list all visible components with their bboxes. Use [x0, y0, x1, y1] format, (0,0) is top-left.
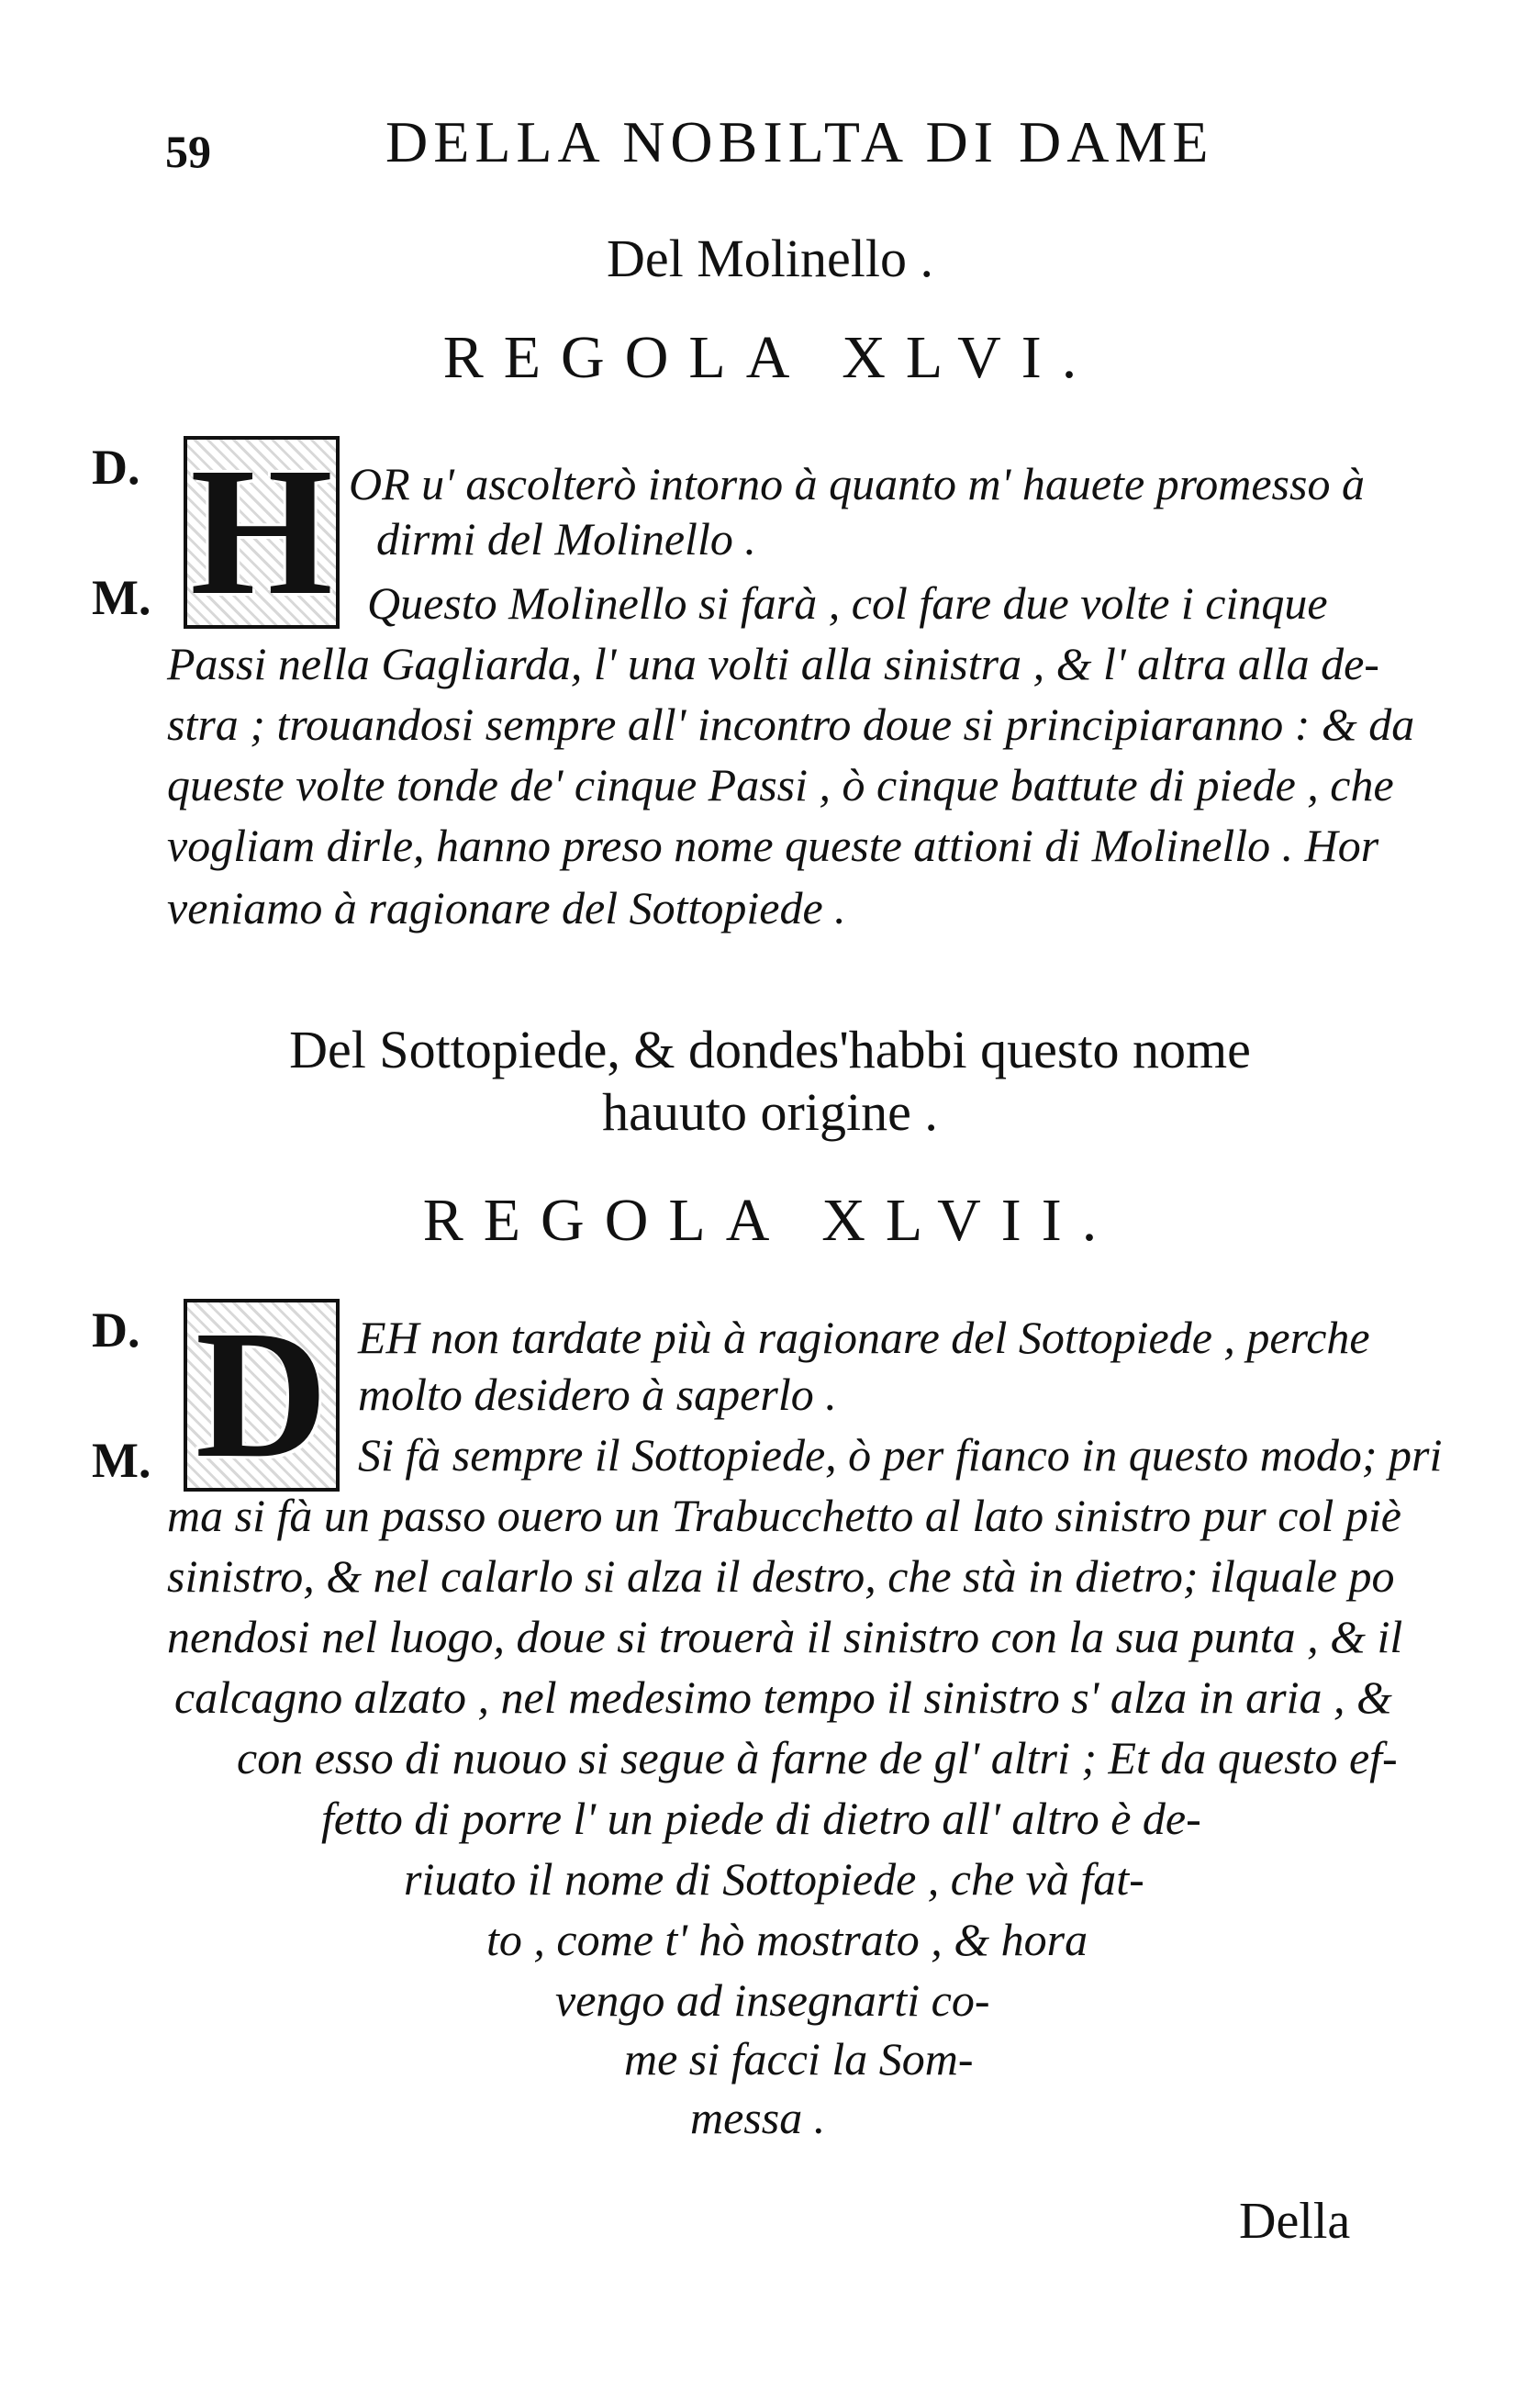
- text-line: vogliam dirle, hanno preso nome queste attioni di Molinello . Hor: [167, 820, 1379, 871]
- text-line: me si facci la Som-: [624, 2033, 974, 2085]
- page-number: 59: [165, 126, 211, 177]
- text-line: to , come t' hò mostrato , & hora: [486, 1914, 1088, 1965]
- section-title-sottopiede-line2: hauuto origine .: [602, 1082, 938, 1142]
- catchword: Della: [1239, 2193, 1351, 2250]
- text-line: fetto di porre l' un piede di dietro all' altro è de-: [321, 1793, 1201, 1844]
- decorated-initial-d: [184, 1293, 340, 1496]
- speaker-d-label: D.: [92, 1302, 140, 1358]
- text-line: sinistro, & nel calarlo si alza il destro, che stà in dietro; ilquale po: [167, 1550, 1395, 1602]
- text-line: nendosi nel luogo, doue si trouerà il sinistro con la sua punta , & il: [167, 1611, 1403, 1662]
- speaker-d-label: D.: [92, 440, 140, 495]
- regola-heading-xlvi: REGOLA XLVI.: [442, 324, 1098, 391]
- decorated-initial-h: [184, 430, 340, 633]
- text-line: Si fà sempre il Sottopiede, ò per fianco in questo modo; pri: [358, 1429, 1443, 1481]
- text-line: queste volte tonde de' cinque Passi , ò cinque battute di piede , che: [167, 759, 1394, 810]
- initial-letter: H: [190, 430, 333, 633]
- text-line: calcagno alzato , nel medesimo tempo il sinistro s' alza in aria , &: [174, 1671, 1392, 1723]
- text-line: OR u' ascolterò intorno à quanto m' hauete promesso à: [349, 458, 1365, 509]
- text-line: stra ; trouandosi sempre all' incontro doue si principiaranno : & da: [167, 699, 1415, 750]
- section-title-molinello: Del Molinello .: [606, 229, 933, 288]
- speaker-m-label: M.: [92, 1433, 151, 1488]
- regola-heading-xlvii: REGOLA XLVII.: [422, 1187, 1118, 1254]
- text-line: riuato il nome di Sottopiede , che và fat-: [404, 1853, 1144, 1905]
- text-line: messa .: [690, 2092, 826, 2143]
- text-line: dirmi del Molinello .: [376, 513, 756, 564]
- text-line: molto desidero à saperlo .: [358, 1369, 837, 1420]
- text-line: Questo Molinello si farà , col fare due volte i cinque: [367, 577, 1328, 629]
- text-line: con esso di nuouo si segue à farne de gl' altri ; Et da questo ef-: [237, 1732, 1398, 1783]
- text-line: Passi nella Gagliarda, l' una volti alla sinistra , & l' altra alla de-: [167, 638, 1379, 689]
- text-line: ma si fà un passo ouero un Trabucchetto al lato sinistro pur col piè: [167, 1490, 1401, 1541]
- text-line: EH non tardate più à ragionare del Sottopiede , perche: [358, 1312, 1370, 1363]
- initial-letter: D: [195, 1293, 329, 1496]
- page-header: [165, 108, 1267, 191]
- text-line: veniamo à ragionare del Sottopiede .: [167, 882, 846, 933]
- speaker-m-label: M.: [92, 570, 151, 625]
- text-line: vengo ad insegnarti co-: [555, 1974, 990, 2026]
- section-title-sottopiede: Del Sottopiede, & dondes'habbi questo nome: [289, 1020, 1251, 1079]
- running-head: DELLA NOBILTA DI DAME: [385, 109, 1214, 174]
